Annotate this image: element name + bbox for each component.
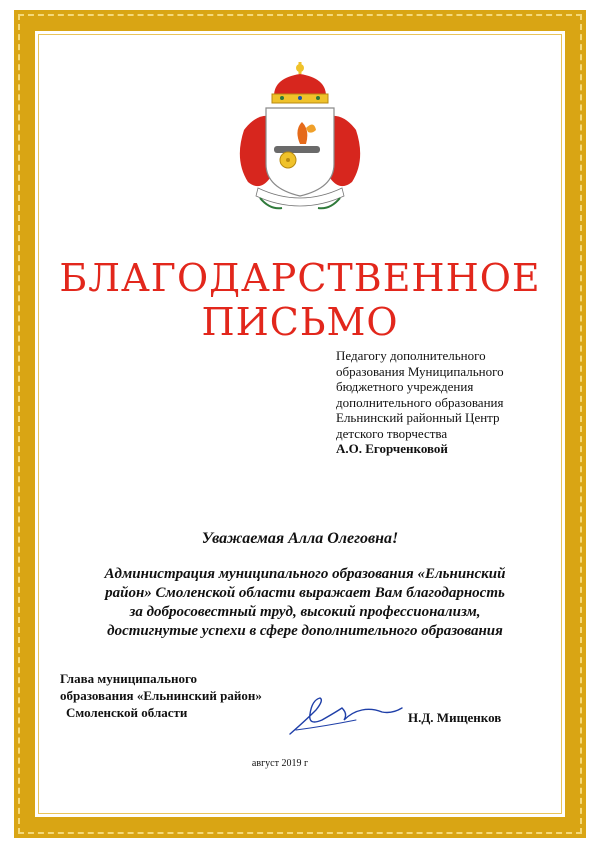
greeting: Уважаемая Алла Олеговна! (201, 530, 399, 547)
message-line: за добросовестный труд, высокий профессионализм, (129, 604, 481, 620)
recipient-block (336, 348, 540, 457)
coat-of-arms-icon (230, 60, 370, 220)
signer-title-line: образования «Ельнинский район» (60, 688, 262, 703)
handwritten-signature (286, 690, 406, 740)
message-body (90, 565, 520, 641)
title-line-1: БЛАГОДАРСТВЕННОЕ (59, 256, 541, 300)
recipient-line: детского творчества (336, 425, 448, 441)
recipient-line: бюджетного учреждения (336, 379, 474, 394)
message-line: достигнутые успехи в сфере дополнительного образования (107, 623, 503, 639)
letter-title (0, 256, 600, 344)
recipient-line: образования Муниципального (336, 363, 504, 379)
message-line: район» Смоленской области выражает Вам благодарность (105, 585, 505, 601)
title-line-2: ПИСЬМО (201, 300, 399, 344)
signer-title-line: Смоленской области (66, 705, 188, 720)
recipient-name: А.О. Егорченковой (336, 441, 448, 456)
message-line: Администрация муниципального образования «Ельнинский (104, 566, 506, 582)
recipient-line: дополнительного образования (336, 394, 504, 410)
signer-title (60, 670, 300, 721)
recipient-line: Педагогу дополнительного (336, 348, 486, 363)
signer-title-line: Глава муниципального (60, 671, 198, 686)
recipient-line: Ельнинский районный Центр (336, 410, 500, 425)
letter-date: август 2019 г (251, 758, 309, 769)
signer-name: Н.Д. Мищенков (408, 710, 502, 725)
crown-icon (272, 62, 328, 103)
